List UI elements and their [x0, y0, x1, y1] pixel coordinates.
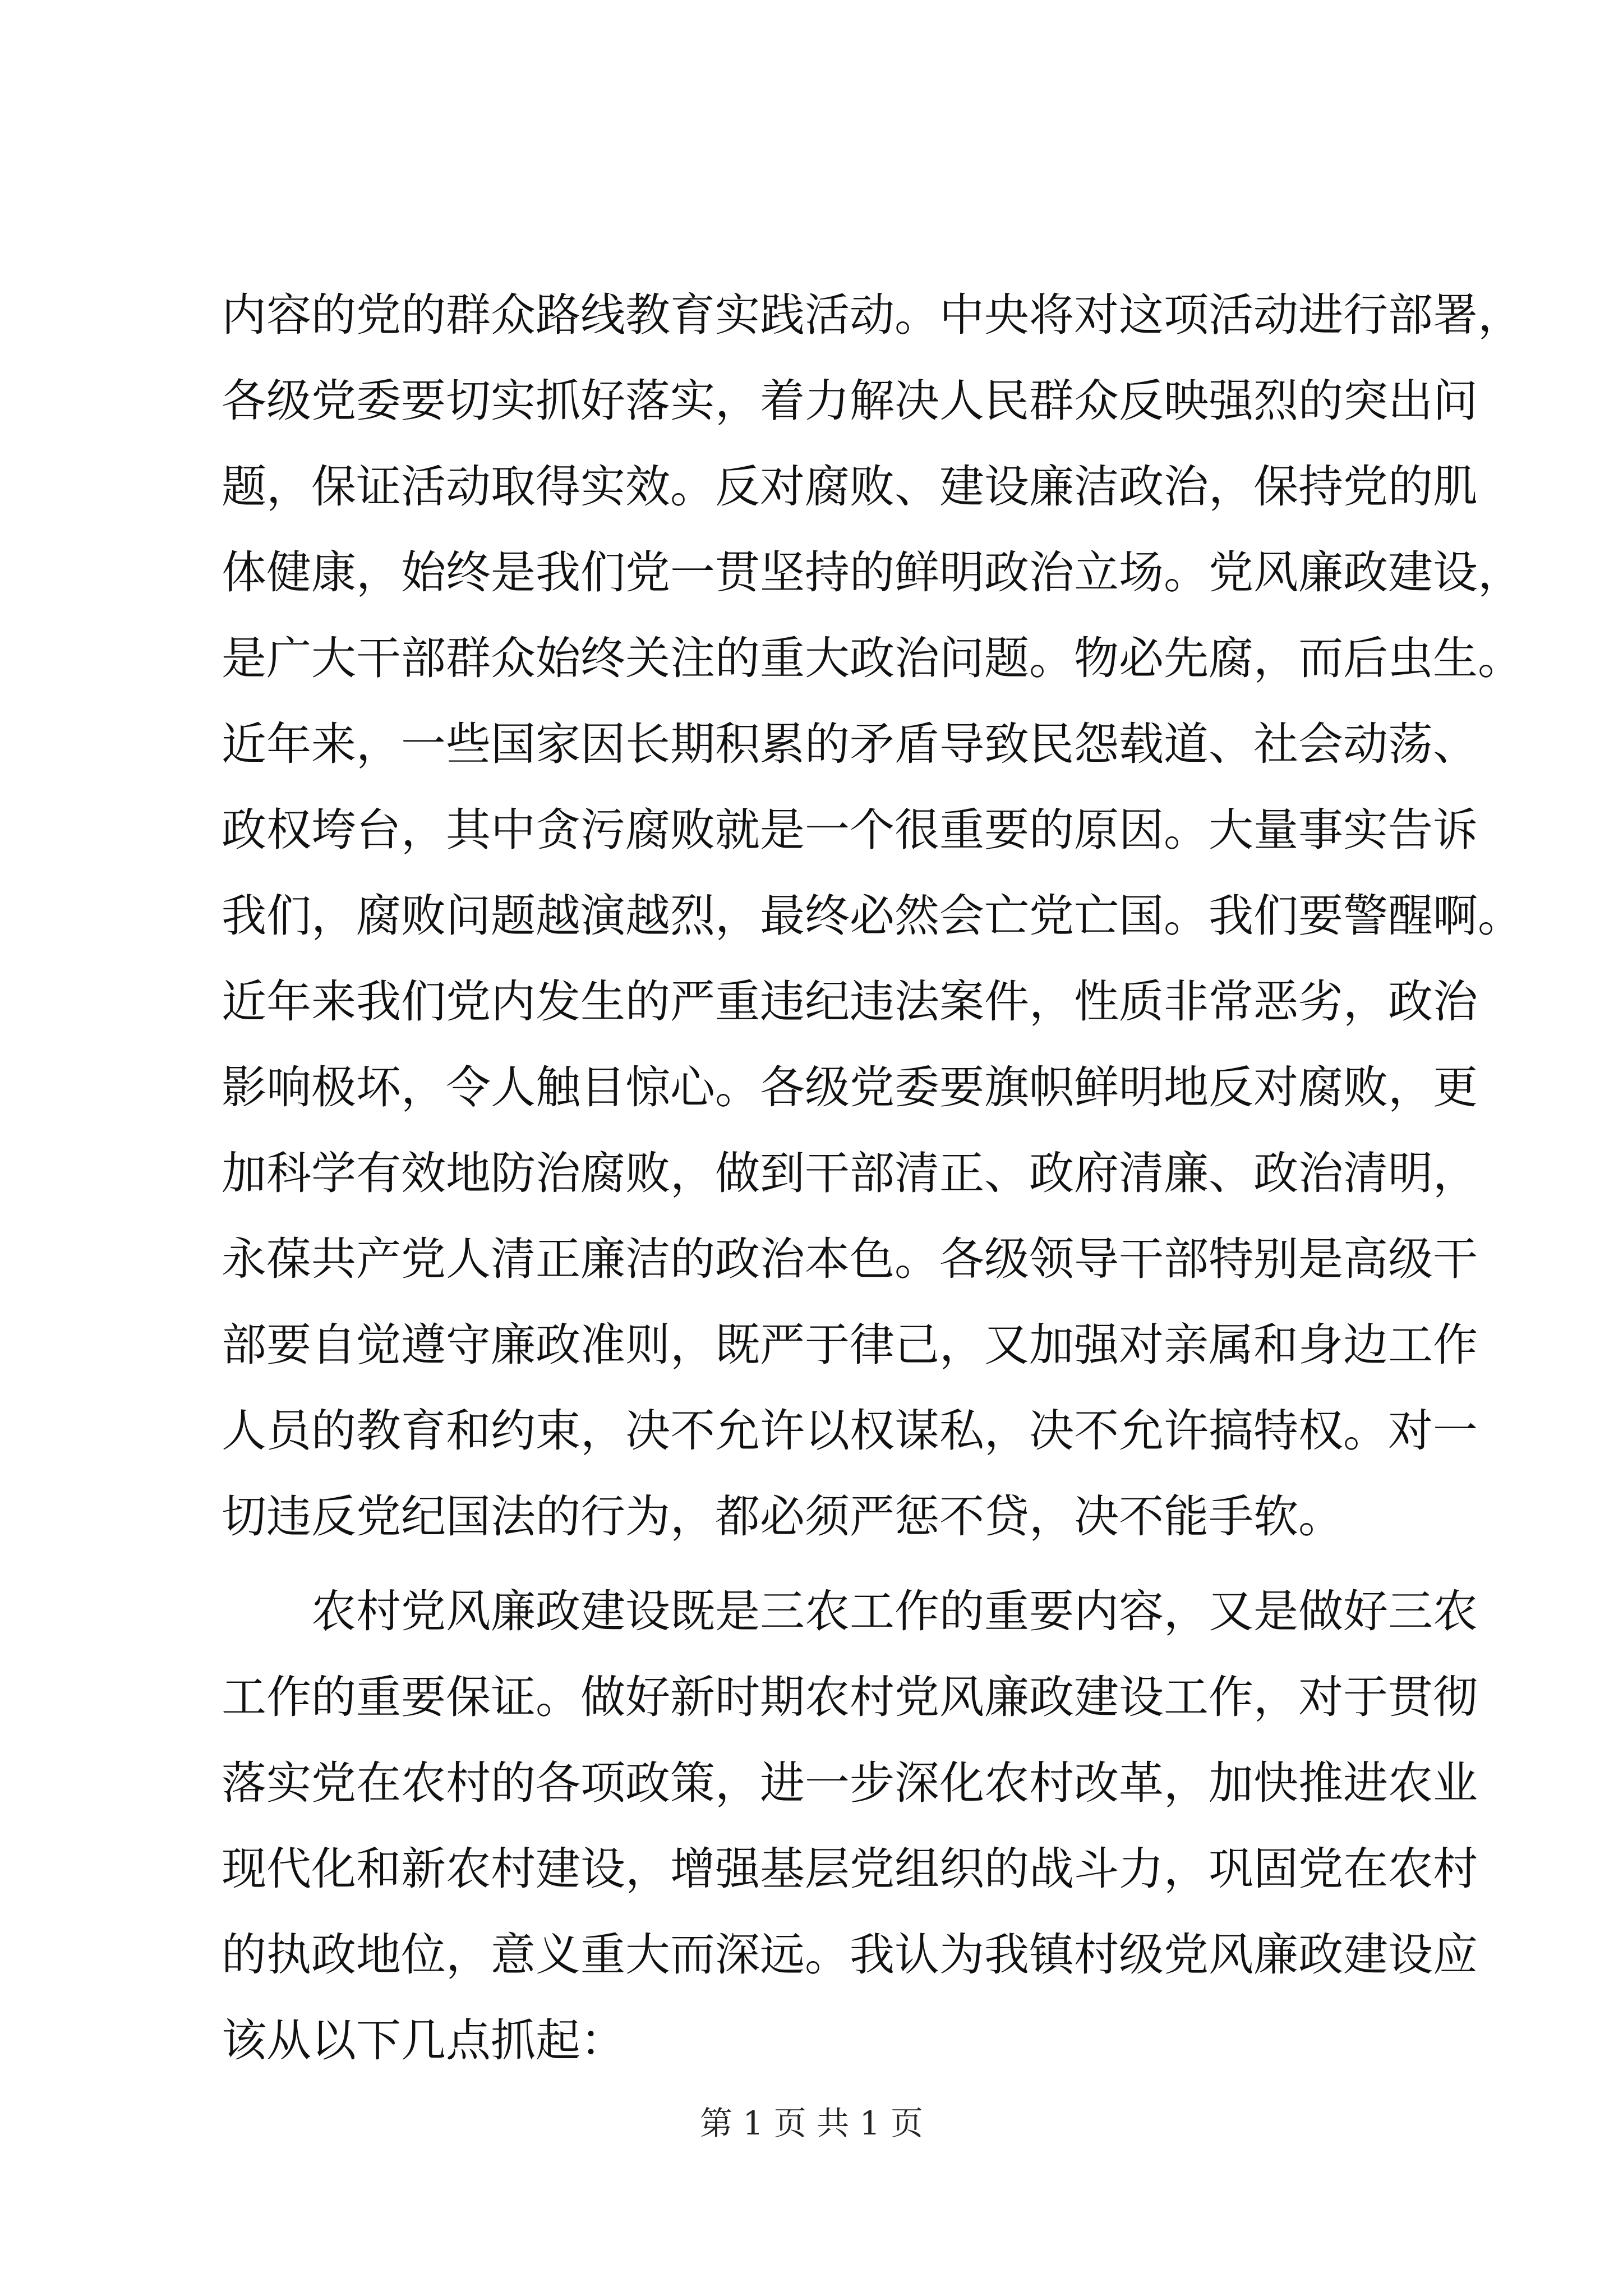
paragraph-spacer	[222, 1559, 1422, 1568]
text-line: 体健康，始终是我们党一贯坚持的鲜明政治立场。党风廉政建设，	[222, 546, 1523, 599]
text-line: 各级党委要切实抓好落实，着力解决人民群众反映强烈的突出问	[222, 375, 1478, 427]
text-line: 农村党风廉政建设既是三农工作的重要内容，又是做好三农	[311, 1585, 1478, 1637]
text-line: 部要自觉遵守廉政准则，既严于律己，又加强对亲属和身边工作	[222, 1319, 1478, 1371]
document-body	[222, 272, 1523, 2083]
paragraph-2	[222, 1568, 1478, 2083]
text-line: 我们，腐败问题越演越烈，最终必然会亡党亡国。我们要警醒啊。	[222, 890, 1523, 942]
text-line: 现代化和新农村建设，增强基层党组织的战斗力，巩固党在农村	[222, 1843, 1478, 1895]
text-line: 近年来我们党内发生的严重违纪违法案件，性质非常恶劣，政治	[222, 976, 1478, 1028]
text-line: 政权垮台，其中贪污腐败就是一个很重要的原因。大量事实告诉	[222, 804, 1478, 856]
text-line: 工作的重要保证。做好新时期农村党风廉政建设工作，对于贯彻	[222, 1671, 1478, 1723]
text-line: 题，保证活动取得实效。反对腐败、建设廉洁政治，保持党的肌	[222, 461, 1478, 513]
text-line: 落实党在农村的各项政策，进一步深化农村改革，加快推进农业	[222, 1757, 1478, 1809]
text-line: 内容的党的群众路线教育实践活动。中央将对这项活动进行部署，	[222, 289, 1523, 341]
text-line: 永葆共产党人清正廉洁的政治本色。各级领导干部特别是高级干	[222, 1233, 1478, 1285]
text-line: 是广大干部群众始终关注的重大政治问题。物必先腐，而后虫生。	[222, 632, 1523, 684]
paragraph-1	[222, 272, 1523, 1559]
text-line: 的执政地位，意义重大而深远。我认为我镇村级党风廉政建设应	[222, 1929, 1478, 1981]
page-number-footer: 第 1 页 共 1 页	[700, 2104, 923, 2142]
text-line: 近年来，一些国家因长期积累的矛盾导致民怨载道、社会动荡、	[222, 718, 1478, 770]
text-line: 人员的教育和约束，决不允许以权谋私，决不允许搞特权。对一	[222, 1405, 1478, 1457]
text-line: 切违反党纪国法的行为，都必须严惩不贷，决不能手软。	[222, 1490, 1343, 1543]
text-line: 该从以下几点抓起：	[222, 2014, 625, 2067]
text-line: 加科学有效地防治腐败，做到干部清正、政府清廉、政治清明，	[222, 1147, 1478, 1199]
text-line: 影响极坏，令人触目惊心。各级党委要旗帜鲜明地反对腐败，更	[222, 1061, 1478, 1114]
